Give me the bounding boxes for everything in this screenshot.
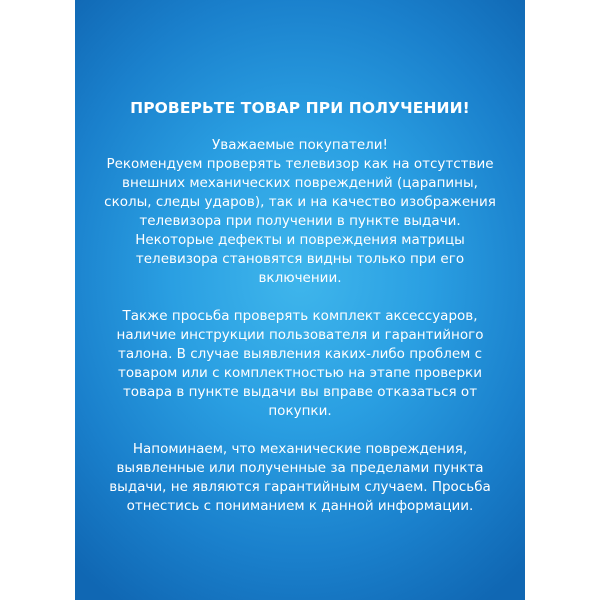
notice-title: ПРОВЕРЬТЕ ТОВАР ПРИ ПОЛУЧЕНИИ! [130,99,470,117]
text-line: Также просьба проверять комплект аксессуаров, [122,308,478,324]
notice-body [75,136,525,516]
notice-card [75,0,525,600]
text-line: телевизора при получении в пункте выдачи. [139,213,461,229]
paragraph-greeting [75,136,525,288]
text-line: товара в пункте выдачи вы вправе отказаться от [122,384,478,400]
text-line: сколы, следы ударов), так и на качество изображения [104,194,496,210]
text-line: Уважаемые покупатели! [212,137,388,153]
text-line: выявленные или полученные за пределами пункта [116,460,484,476]
paragraph-gap [75,421,525,440]
text-line: наличие инструкции пользователя и гарантийного [116,327,484,343]
paragraph-accessories [75,307,525,421]
text-line: товаром или с комплектностью на этапе проверки [118,365,482,381]
text-line: Рекомендуем проверять телевизор как на отсутствие [106,156,494,172]
paragraph-warranty [75,440,525,516]
text-line: отнестись с пониманием к данной информации. [126,498,474,514]
text-line: выдачи, не являются гарантийным случаем. Просьба [109,479,491,495]
text-line: телевизора становятся видны только при его [135,251,465,267]
text-line: включении. [258,270,342,286]
text-line: внешних механических повреждений (царапины, [122,175,478,191]
paragraph-gap [75,288,525,307]
text-line: Некоторые дефекты и повреждения матрицы [135,232,465,248]
text-line: Напоминаем, что механические повреждения, [132,441,468,457]
text-line: покупки. [268,403,332,419]
text-line: талона. В случае выявления каких-либо проблем с [117,346,483,362]
